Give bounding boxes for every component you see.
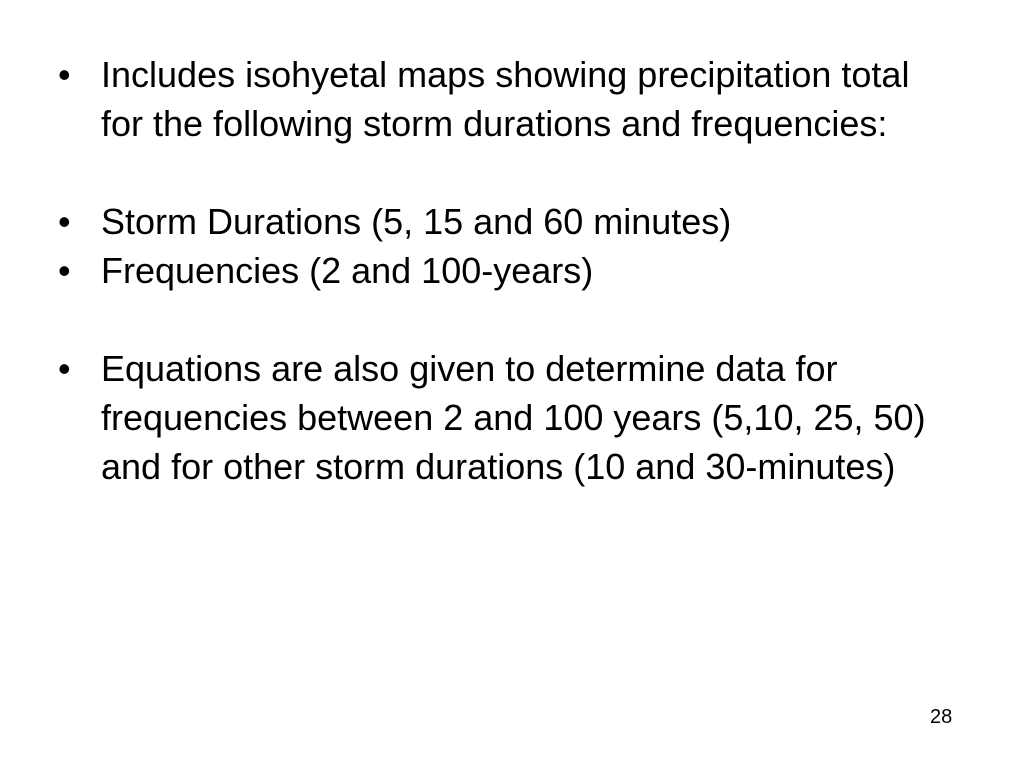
bullet-item-equations xyxy=(58,344,958,491)
bullet-text: Storm Durations (5, 15 and 60 minutes) xyxy=(101,201,732,242)
bullet-list xyxy=(58,50,958,491)
bullet-marker: • xyxy=(58,54,71,95)
bullet-item-isohyetal-maps xyxy=(58,50,958,148)
bullet-marker: • xyxy=(58,201,71,242)
bullet-text: Frequencies (2 and 100-years) xyxy=(101,250,594,291)
bullet-item-frequencies xyxy=(58,246,958,295)
page-number: 28 xyxy=(930,706,953,728)
bullet-text: Equations are also given to determine data for frequencies between 2 and 100 years (5,10, 25, 50) and for other storm durations (10 and 30-minutes) xyxy=(101,348,926,487)
bullet-item-storm-durations xyxy=(58,197,958,246)
bullet-marker: • xyxy=(58,250,71,291)
bullet-marker: • xyxy=(58,348,71,389)
bullet-text: Includes isohyetal maps showing precipitation total for the following storm durations and frequencies: xyxy=(101,54,910,144)
